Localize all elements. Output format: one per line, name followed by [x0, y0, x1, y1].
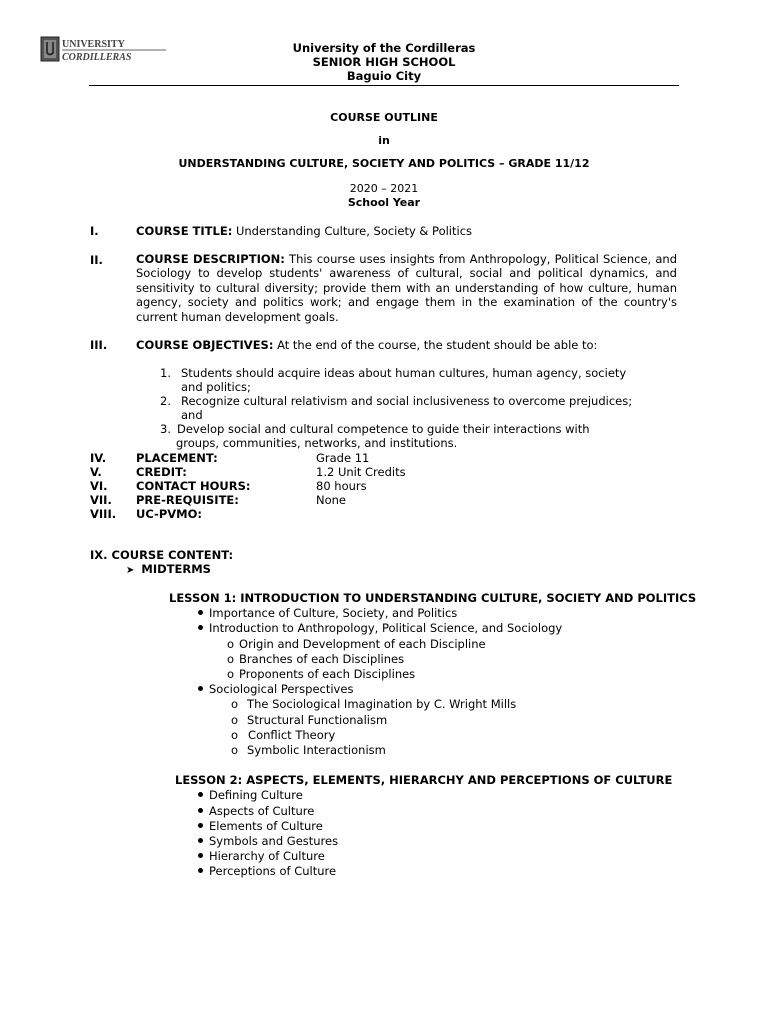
sub-list-item [231, 713, 387, 727]
course-outline-heading: COURSE OUTLINE [330, 111, 438, 124]
objective-text: Recognize cultural relativism and social inclusiveness to overcome prejudices; [181, 394, 633, 408]
list-item [198, 834, 338, 848]
sub-list-item-text: Conflict Theory [248, 728, 336, 742]
lesson-1-title: LESSON 1: INTRODUCTION TO UNDERSTANDING CULTURE, SOCIETY AND POLITICS [169, 591, 697, 605]
list-item-text: Elements of Culture [209, 819, 323, 833]
objective-number: 2. [160, 394, 171, 408]
objective-number: 3. [160, 422, 171, 436]
list-item-text: Defining Culture [209, 788, 303, 802]
course-objectives-label: COURSE OBJECTIVES: [136, 338, 274, 352]
list-item [198, 788, 303, 802]
header-divider [89, 85, 679, 86]
bullet-icon [198, 853, 203, 858]
sub-list-item [227, 637, 486, 651]
list-item [198, 819, 323, 833]
list-item [198, 804, 314, 818]
contact-hours-label: CONTACT HOURS: [136, 479, 251, 493]
sub-list-item [227, 667, 415, 681]
bullet-icon [198, 823, 203, 828]
in-label: in [378, 134, 390, 147]
circle-bullet-icon: o [231, 697, 239, 711]
midterms-row [126, 562, 211, 576]
school-year-label: School Year [347, 196, 421, 209]
svg-text:UNIVERSITY: UNIVERSITY [62, 39, 125, 50]
credit-label: CREDIT: [136, 465, 187, 479]
course-description-text: This course uses insights from Anthropology, Political Science, and Sociology to develop students' awareness of cultural, social and political dynamics, and sensitivity to cultural diversity; provide them with an understanding of how culture, human agency, society and politics work; and engage them in the examination of the country's current human development goals. [136, 252, 678, 324]
school-name: SENIOR HIGH SCHOOL [312, 55, 456, 69]
list-item [198, 606, 457, 620]
course-title-row [136, 224, 472, 238]
school-year-range: 2020 – 2021 [349, 182, 419, 195]
course-title-label: COURSE TITLE: [136, 224, 233, 238]
city-name: Baguio City [346, 69, 422, 83]
bullet-icon [198, 610, 203, 615]
section-number: I. [90, 224, 99, 238]
course-description-label: COURSE DESCRIPTION: [136, 252, 285, 266]
course-name-heading: UNDERSTANDING CULTURE, SOCIETY AND POLITICS – GRADE 11/12 [178, 157, 590, 170]
course-objectives-row [136, 338, 597, 352]
section-number: II. [90, 253, 103, 267]
list-item-text: Symbols and Gestures [209, 834, 339, 848]
objective-number: 1. [160, 366, 171, 380]
sub-list-item-text: Structural Functionalism [247, 713, 388, 727]
course-description [136, 252, 677, 324]
sub-list-item [231, 743, 386, 757]
prerequisite-label: PRE-REQUISITE: [136, 493, 239, 507]
list-item [198, 682, 353, 696]
objective-text: and politics; [181, 380, 251, 394]
circle-bullet-icon: o [227, 667, 235, 681]
lesson-2-title: LESSON 2: ASPECTS, ELEMENTS, HIERARCHY AND PERCEPTIONS OF CULTURE [175, 773, 673, 787]
midterms-label: MIDTERMS [141, 562, 211, 576]
list-item-text: Importance of Culture, Society, and Politics [209, 606, 458, 620]
bullet-icon [198, 868, 203, 873]
objective-text: Students should acquire ideas about human cultures, human agency, society [181, 366, 627, 380]
circle-bullet-icon: o [227, 637, 235, 651]
bullet-icon [198, 625, 203, 630]
bullet-icon [198, 838, 203, 843]
section-number: VII. [90, 493, 112, 507]
credit-value: 1.2 Unit Credits [316, 465, 406, 479]
list-item-text: Hierarchy of Culture [209, 849, 325, 863]
objective-text: groups, communities, networks, and institutions. [176, 436, 458, 450]
section-number: VI. [90, 479, 108, 493]
university-name: University of the Cordilleras [292, 41, 476, 55]
bullet-icon [198, 686, 203, 691]
sub-list-item [231, 728, 335, 742]
bullet-icon [198, 792, 203, 797]
course-content-heading: IX. COURSE CONTENT: [90, 548, 234, 562]
list-item [198, 864, 336, 878]
list-item-text: Introduction to Anthropology, Political Science, and Sociology [209, 621, 563, 635]
uc-pvmo-label: UC-PVMO: [136, 507, 202, 521]
arrow-bullet-icon: ➤ [126, 565, 135, 576]
section-number: III. [90, 338, 108, 352]
circle-bullet-icon: o [231, 743, 239, 757]
circle-bullet-icon: o [227, 652, 235, 666]
placement-label: PLACEMENT: [136, 451, 218, 465]
objective-text: Develop social and cultural competence to guide their interactions with [177, 422, 590, 436]
prerequisite-value: None [316, 493, 347, 507]
sub-list-item-text: The Sociological Imagination by C. Wright Mills [247, 697, 517, 711]
list-item [198, 849, 325, 863]
sub-list-item-text: Proponents of each Disciplines [239, 667, 416, 681]
contact-hours-value: 80 hours [316, 479, 367, 493]
course-title-value: Understanding Culture, Society & Politics [235, 224, 473, 238]
list-item-text: Sociological Perspectives [209, 682, 354, 696]
circle-bullet-icon: o [231, 713, 239, 727]
sub-list-item-text: Symbolic Interactionism [247, 743, 386, 757]
list-item [198, 621, 562, 635]
list-item-text: Aspects of Culture [209, 804, 315, 818]
sub-list-item-text: Origin and Development of each Discipline [239, 637, 486, 651]
circle-bullet-icon: o [231, 728, 239, 742]
placement-value: Grade 11 [316, 451, 370, 465]
objective-text: and [181, 408, 203, 422]
course-objectives-intro: At the end of the course, the student should be able to: [277, 338, 598, 352]
section-number: VIII. [90, 507, 117, 521]
section-number: V. [90, 465, 102, 479]
sub-list-item [227, 652, 404, 666]
svg-text:CORDILLERAS: CORDILLERAS [62, 52, 132, 63]
section-number: IV. [90, 451, 107, 465]
list-item-text: Perceptions of Culture [209, 864, 337, 878]
bullet-icon [198, 808, 203, 813]
sub-list-item [231, 697, 516, 711]
sub-list-item-text: Branches of each Disciplines [239, 652, 405, 666]
